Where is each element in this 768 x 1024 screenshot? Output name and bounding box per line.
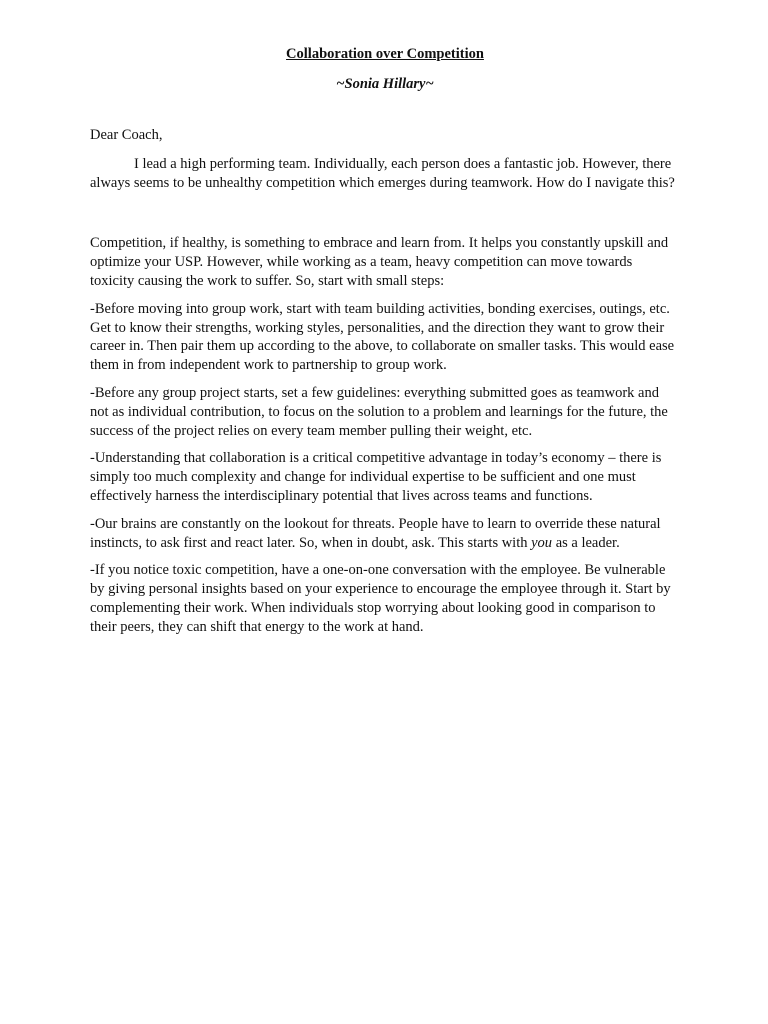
document-title: Collaboration over Competition <box>286 46 484 62</box>
author-byline: ~Sonia Hillary~ <box>336 76 434 92</box>
answer-point: -Before any group project starts, set a few guidelines: everything submitted goes as teamwork and not as individual contribution, to focus on the solution to a problem and learnings for the future, the success of the project relies on every team member pulling their weight, etc. <box>90 384 668 439</box>
answer-point-text: as a leader. <box>552 534 620 551</box>
emphasis-text: you <box>531 534 553 551</box>
answer-intro: Competition, if healthy, is something to embrace and learn from. It helps you constantly upskill and optimize your USP. However, while working as a team, heavy competition can move towards toxicity causing the work to suffer. So, start with small steps: <box>90 235 669 289</box>
answer-point: -Before moving into group work, start with team building activities, bonding exercises, outings, etc. Get to know their strengths, working styles, personalities, and the direction they want to grow their career in. Then pair them up according to the above, to collaborate on smaller tasks. This would ease them in from independent work to partnership to group work. <box>90 300 675 374</box>
answer-point: -Understanding that collaboration is a critical competitive advantage in today’s economy – there is simply too much complexity and change for individual expertise to be sufficient and one must effectively harness the interdisciplinary potential that lives across teams and functions. <box>90 450 662 504</box>
answer-point: -If you notice toxic competition, have a one-on-one conversation with the employee. Be vulnerable by giving personal insights based on your experience to encourage the employee through it. Start by complementing their work. When individuals stop worrying about looking good in comparison to their peers, they can shift that energy to the work at hand. <box>90 562 671 635</box>
question-paragraph: I lead a high performing team. Individually, each person does a fantastic job. However, there always seems to be unhealthy competition which emerges during teamwork. How do I navigate this? <box>90 155 675 191</box>
salutation: Dear Coach, <box>90 127 163 143</box>
answer-point-text: -Our brains are constantly on the lookout for threats. People have to learn to override these natural instincts, to ask first and react later. So, when in doubt, ask. This starts with <box>90 515 661 551</box>
answer-point <box>90 515 680 553</box>
document-page <box>90 44 680 646</box>
